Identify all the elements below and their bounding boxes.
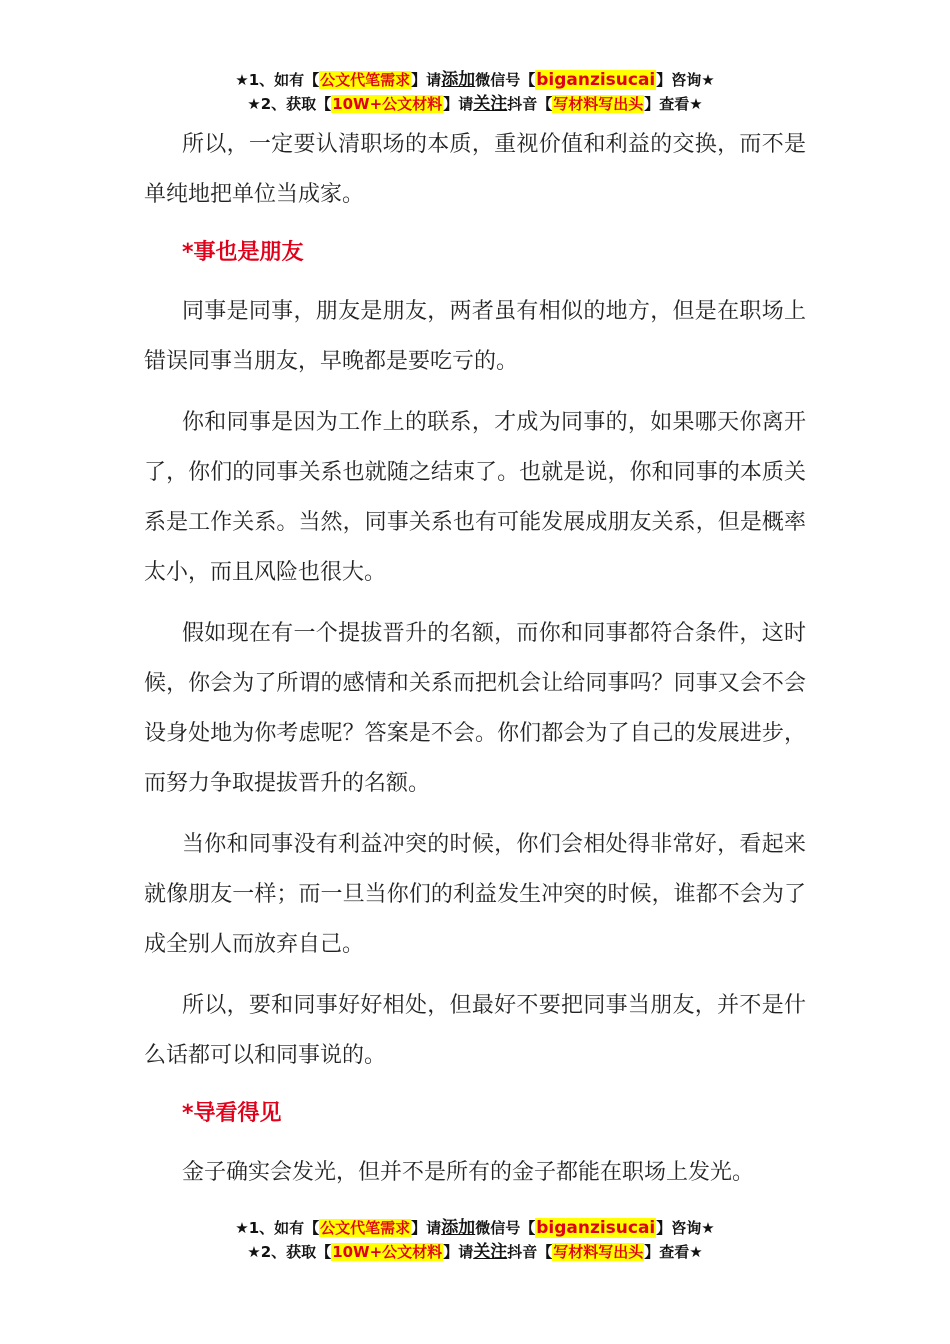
banner-emphasis: 添加 — [441, 1218, 476, 1238]
banner-text: 抖音【 — [507, 95, 553, 113]
document-body — [144, 120, 806, 1209]
section-heading: *导看得见 — [182, 1101, 282, 1126]
paragraph: 你和同事是因为工作上的联系，才成为同事的，如果哪天你离开了，你们的同事关系也就随之结束了。也就是说，你和同事的本质关系是工作关系。当然，同事关系也有可能发展成朋友关系，但是概率太小，而且风险也很大。 — [144, 410, 806, 585]
banner-text: 】请 — [443, 95, 474, 113]
banner-highlight: 10W+公文材料 — [332, 1243, 443, 1261]
banner-text: 】请 — [411, 1219, 442, 1237]
banner-text: 】请 — [411, 71, 442, 89]
paragraph: 当你和同事没有利益冲突的时候，你们会相处得非常好，看起来就像朋友一样；而一旦当你们的利益发生冲突的时候，谁都不会为了成全别人而放弃自己。 — [144, 832, 806, 957]
banner-line-1 — [0, 1216, 950, 1240]
banner-line-1 — [0, 68, 950, 92]
banner-emphasis: 关注 — [473, 94, 508, 114]
header-banner — [0, 68, 950, 116]
banner-wechat-id: biganzisucai — [536, 1218, 656, 1238]
banner-line-2 — [0, 1240, 950, 1264]
footer-banner — [0, 1216, 950, 1264]
paragraph: 所以，要和同事好好相处，但最好不要把同事当朋友，并不是什么话都可以和同事说的。 — [144, 993, 806, 1068]
banner-text: 微信号【 — [475, 1219, 536, 1237]
banner-emphasis: 关注 — [473, 1242, 508, 1262]
banner-line-2 — [0, 92, 950, 116]
banner-highlight: 公文代笔需求 — [320, 1219, 411, 1237]
banner-text: 】查看★ — [644, 95, 703, 113]
banner-text: 】查看★ — [644, 1243, 703, 1261]
banner-douyin-id: 写材料写出头 — [553, 95, 644, 113]
banner-highlight: 10W+公文材料 — [332, 95, 443, 113]
section-heading: *事也是朋友 — [182, 240, 304, 265]
paragraph: 所以，一定要认清职场的本质，重视价值和利益的交换，而不是单纯地把单位当成家。 — [144, 132, 806, 207]
banner-text: ★2、获取【 — [247, 95, 332, 113]
banner-text: ★1、如有【 — [235, 1219, 320, 1237]
banner-text: ★1、如有【 — [235, 71, 320, 89]
banner-text: 】请 — [443, 1243, 474, 1261]
banner-wechat-id: biganzisucai — [536, 70, 656, 90]
paragraph: 金子确实会发光，但并不是所有的金子都能在职场上发光。 — [182, 1160, 755, 1185]
banner-text: 抖音【 — [507, 1243, 553, 1261]
paragraph: 同事是同事，朋友是朋友，两者虽有相似的地方，但是在职场上错误同事当朋友，早晚都是要吃亏的。 — [144, 299, 806, 374]
banner-emphasis: 添加 — [441, 70, 476, 90]
banner-text: 微信号【 — [475, 71, 536, 89]
banner-text: 】咨询★ — [656, 71, 715, 89]
banner-text: 】咨询★ — [656, 1219, 715, 1237]
banner-highlight: 公文代笔需求 — [320, 71, 411, 89]
banner-text: ★2、获取【 — [247, 1243, 332, 1261]
banner-douyin-id: 写材料写出头 — [553, 1243, 644, 1261]
paragraph: 假如现在有一个提拔晋升的名额，而你和同事都符合条件，这时候，你会为了所谓的感情和关系而把机会让给同事吗？同事又会不会设身处地为你考虑呢？答案是不会。你们都会为了自己的发展进步，而努力争取提拔晋升的名额。 — [144, 621, 806, 796]
